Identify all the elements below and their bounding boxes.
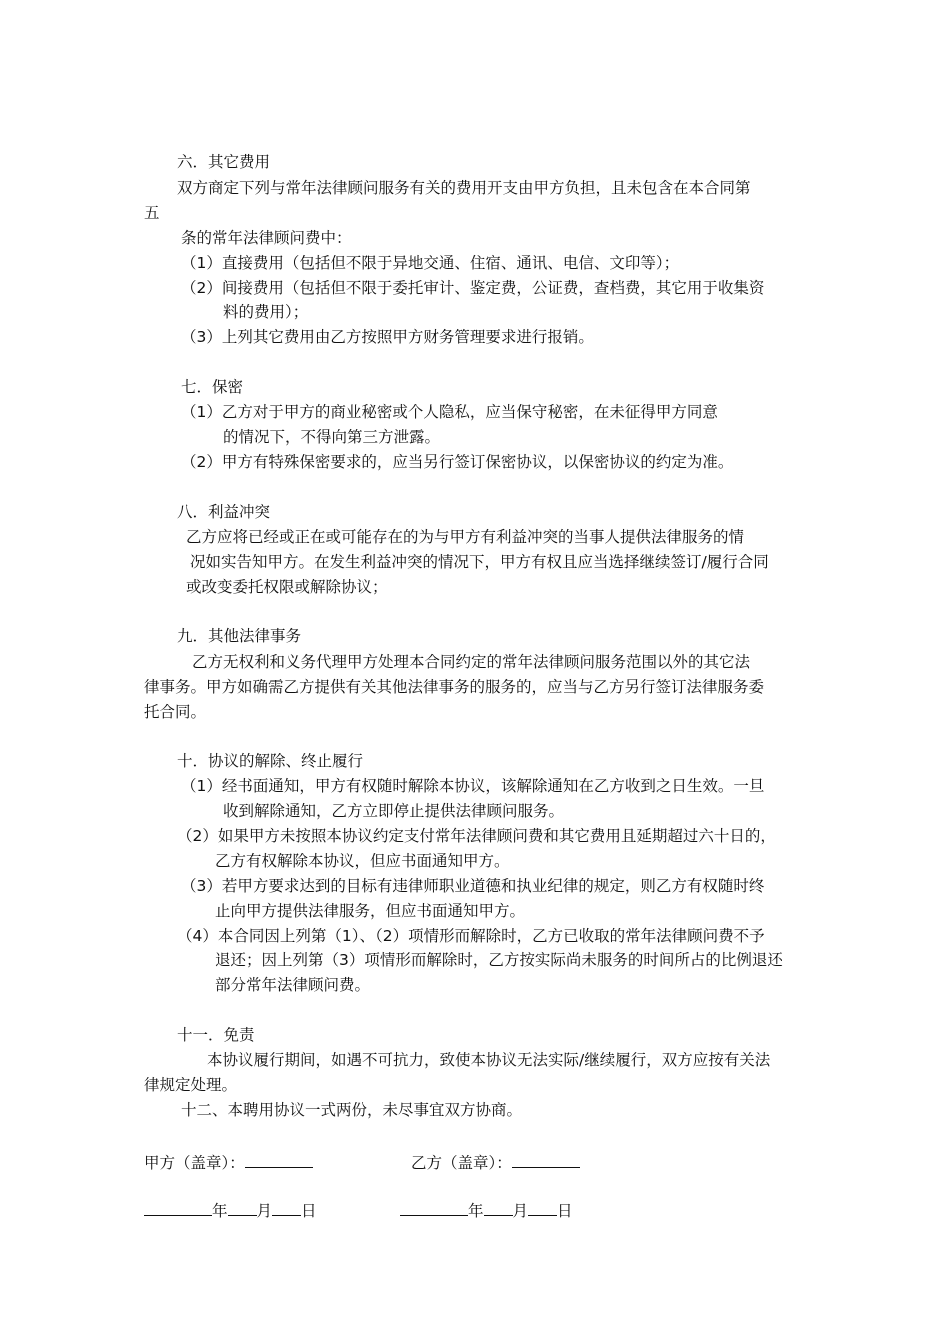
section-12-text: 十二、本聘用协议一式两份，未尽事宜双方协商。 [181, 1101, 523, 1119]
section-11-heading: 十一．免责 [177, 1026, 255, 1044]
party-b-day-blank[interactable] [528, 1199, 557, 1216]
section-11-line1: 本协议履行期间，如遇不可抗力，致使本协议无法实际/继续履行，双方应按有关法 [207, 1051, 771, 1069]
section-8-line2: 况如实告知甲方。在发生利益冲突的情况下，甲方有权且应当选择继续签订/履行合同 [190, 553, 769, 571]
section-10-item-2-line2: 乙方有权解除本协议，但应书面通知甲方。 [215, 852, 510, 870]
section-6-intro-line2: 五 [144, 204, 160, 222]
section-10-item-1-line2: 收到解除通知，乙方立即停止提供法律顾问服务。 [223, 802, 565, 820]
year-label: 年 [212, 1202, 228, 1220]
month-label: 月 [512, 1202, 529, 1220]
section-7-item-1-line2: 的情况下，不得向第三方泄露。 [223, 428, 441, 446]
party-a-seal-blank[interactable] [245, 1151, 313, 1168]
section-10-item-2-line1: （2）如果甲方未按照本协议约定支付常年法律顾问费和其它费用且延期超过六十日的， [177, 827, 776, 845]
section-6-heading: 六．其它费用 [177, 153, 271, 171]
party-b-date-line [400, 1199, 573, 1221]
party-a-label: 甲方（盖章）： [144, 1154, 245, 1172]
party-a-month-blank[interactable] [228, 1199, 257, 1216]
section-7-item-1-line1: （1）乙方对于甲方的商业秘密或个人隐私，应当保守秘密，在未征得甲方同意 [181, 403, 718, 421]
section-10-item-3-line2: 止向甲方提供法律服务，但应书面通知甲方。 [215, 902, 526, 920]
section-9-line2: 律事务。甲方如确需乙方提供有关其他法律事务的服务的，应当与乙方另行签订法律服务委 [144, 678, 765, 696]
party-b-seal-blank[interactable] [512, 1151, 580, 1168]
party-b-label: 乙方（盖章）： [411, 1154, 512, 1172]
section-9-line3: 托合同。 [144, 703, 207, 721]
section-7-item-2: （2）甲方有特殊保密要求的，应当另行签订保密协议，以保密协议的约定为准。 [181, 453, 734, 471]
section-10-item-1-line1: （1）经书面通知，甲方有权随时解除本协议，该解除通知在乙方收到之日生效。一旦 [181, 777, 765, 795]
party-b-month-blank[interactable] [484, 1199, 513, 1216]
section-6-item-2-line2: 料的费用）； [223, 303, 309, 321]
section-11-line2: 律规定处理。 [144, 1076, 238, 1094]
section-8-heading: 八．利益冲突 [177, 503, 271, 521]
year-label: 年 [468, 1202, 484, 1220]
section-7-heading: 七．保密 [181, 378, 244, 396]
section-9-heading: 九．其他法律事务 [177, 627, 302, 645]
party-b-year-blank[interactable] [400, 1199, 468, 1216]
party-b-seal-line [411, 1151, 580, 1173]
party-a-seal-line [144, 1151, 313, 1173]
section-9-line1: 乙方无权利和义务代理甲方处理本合同约定的常年法律顾问服务范围以外的其它法 [192, 653, 751, 671]
month-label: 月 [256, 1202, 273, 1220]
section-6-intro-line3: 条的常年法律顾问费中： [181, 229, 352, 247]
day-label: 日 [301, 1202, 317, 1220]
party-a-year-blank[interactable] [144, 1199, 212, 1216]
section-8-line3: 或改变委托权限或解除协议； [186, 578, 388, 596]
section-6-item-3: （3）上列其它费用由乙方按照甲方财务管理要求进行报销。 [181, 328, 594, 346]
section-10-item-4-line2: 退还；因上列第（3）项情形而解除时，乙方按实际尚未服务的时间所占的比例退还 [215, 951, 783, 969]
section-10-heading: 十．协议的解除、终止履行 [177, 752, 364, 770]
section-10-item-4-line1: （4）本合同因上列第（1）、（2）项情形而解除时，乙方已收取的常年法律顾问费不予 [177, 927, 765, 945]
section-6-intro-line1: 双方商定下列与常年法律顾问服务有关的费用开支由甲方负担，且未包含在本合同第 [177, 179, 751, 197]
section-8-line1: 乙方应将已经或正在或可能存在的为与甲方有利益冲突的当事人提供法律服务的情 [186, 528, 745, 546]
party-a-date-line [144, 1199, 317, 1221]
day-label: 日 [557, 1202, 573, 1220]
section-6-item-2-line1: （2）间接费用（包括但不限于委托审计、鉴定费，公证费，查档费，其它用于收集资 [181, 279, 765, 297]
section-10-item-4-line3: 部分常年法律顾问费。 [215, 976, 371, 994]
party-a-day-blank[interactable] [272, 1199, 301, 1216]
section-10-item-3-line1: （3）若甲方要求达到的目标有违律师职业道德和执业纪律的规定，则乙方有权随时终 [181, 877, 765, 895]
section-6-item-1: （1）直接费用（包括但不限于异地交通、住宿、通讯、电信、文印等）； [181, 254, 680, 272]
